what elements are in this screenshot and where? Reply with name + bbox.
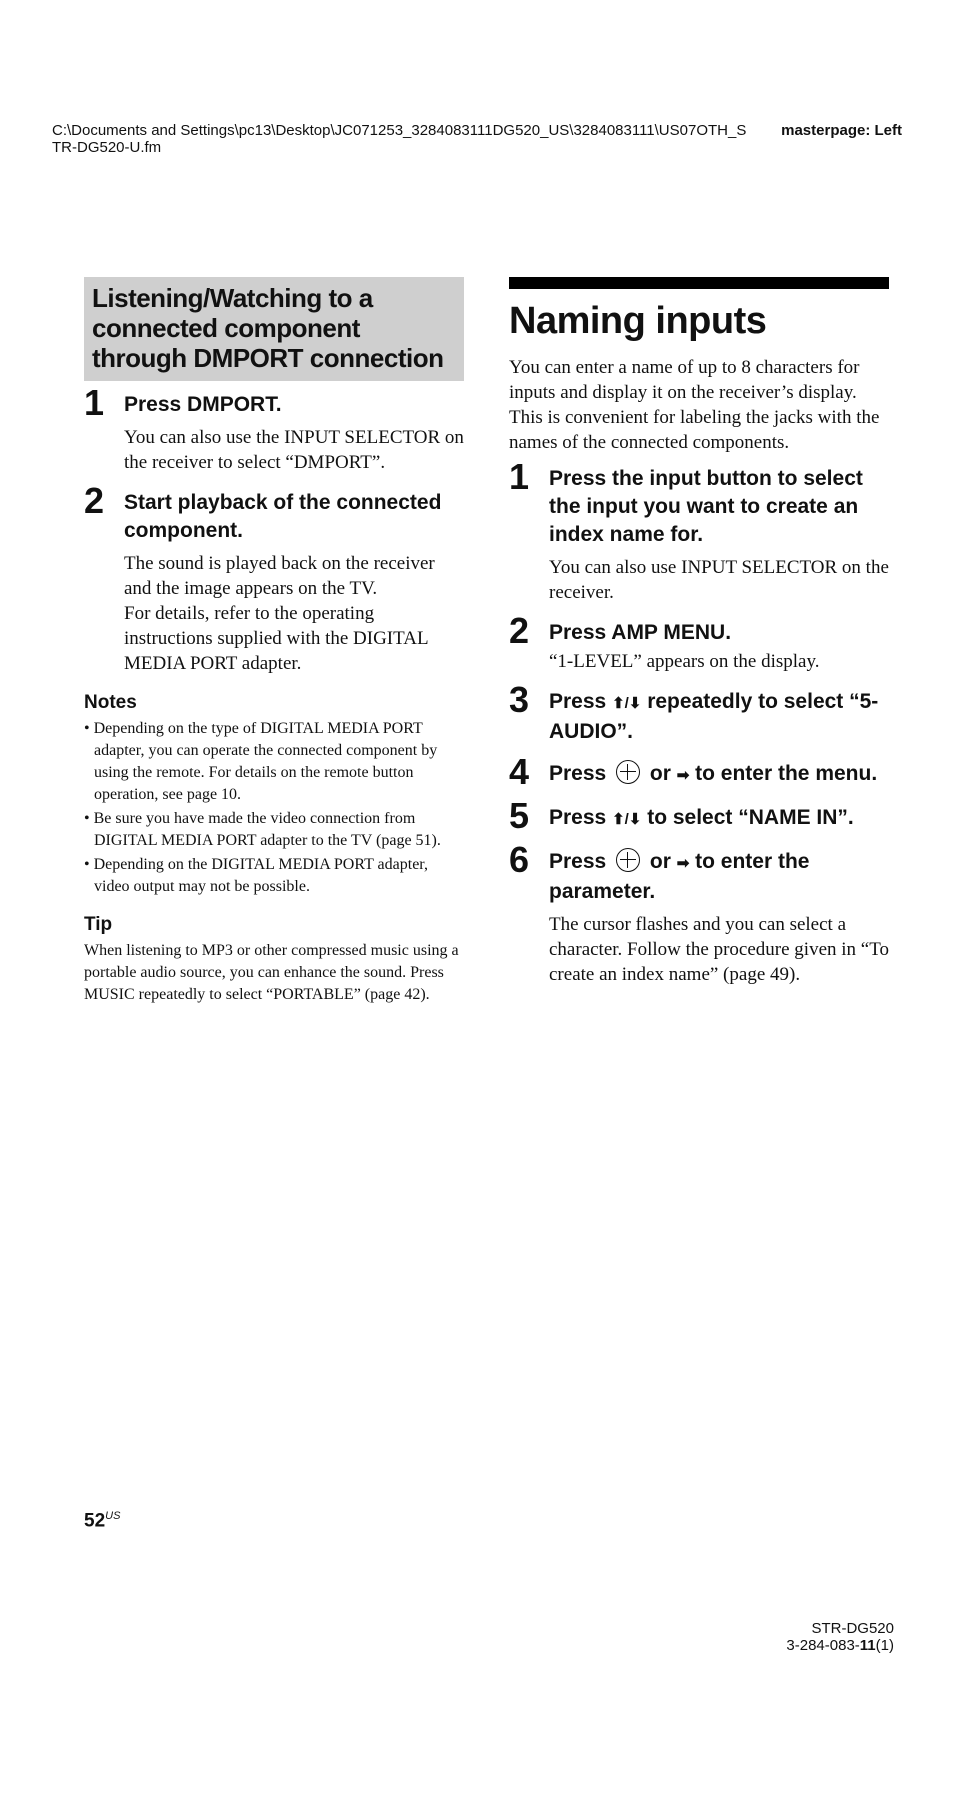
step-1 bbox=[509, 456, 889, 605]
step-title: Press AMP MENU. bbox=[549, 621, 732, 644]
footer-code bbox=[786, 1637, 894, 1654]
footer-code-c: (1) bbox=[875, 1637, 894, 1654]
up-down-arrow-icon: ⬆/⬇ bbox=[612, 811, 642, 828]
step-title bbox=[549, 848, 889, 906]
step-number: 1 bbox=[509, 456, 530, 497]
up-down-arrow-icon: ⬆/⬇ bbox=[612, 695, 642, 712]
step-text: or bbox=[644, 762, 677, 785]
footer-code-b: 11 bbox=[859, 1637, 876, 1654]
left-column bbox=[84, 277, 464, 1006]
page-number-suffix: US bbox=[105, 1510, 121, 1522]
footer bbox=[786, 1620, 894, 1654]
step-title: Press DMPORT. bbox=[124, 393, 282, 416]
step-text: or bbox=[644, 850, 677, 873]
step-number: 3 bbox=[509, 679, 530, 720]
step-4 bbox=[509, 751, 889, 792]
step-number: 1 bbox=[84, 382, 105, 423]
step-text: to select “NAME IN”. bbox=[641, 806, 854, 829]
step-text: Press bbox=[549, 762, 613, 785]
file-path: C:\Documents and Settings\pc13\Desktop\JC071253_3284083111DG520_US\3284083111\US07OTH_STR-DG520-U.fm bbox=[52, 122, 747, 156]
section-title: Listening/Watching to a connected component through DMPORT connection bbox=[84, 277, 464, 381]
step-text: Press bbox=[549, 806, 613, 829]
note-item: • Depending on the type of DIGITAL MEDIA PORT adapter, you can operate the connected component by using the remote. For details on the remote button operation, see page 10. bbox=[84, 718, 464, 806]
step-description: “1-LEVEL” appears on the display. bbox=[549, 651, 820, 672]
step-title: Press the input button to select the input you want to create an index name for. bbox=[549, 467, 863, 546]
page-number bbox=[84, 1510, 120, 1532]
step-text: to enter the parameter. bbox=[549, 850, 810, 903]
note-item: • Depending on the DIGITAL MEDIA PORT adapter, video output may not be possible. bbox=[84, 854, 464, 898]
page-number-value: 52 bbox=[84, 1510, 106, 1532]
step-description: For details, refer to the operating instructions supplied with the DIGITAL MEDIA PORT adapter. bbox=[124, 603, 428, 674]
masterpage-label: masterpage: Left bbox=[781, 122, 902, 139]
tip-heading: Tip bbox=[84, 914, 113, 935]
step-1 bbox=[84, 382, 464, 475]
step-title: Start playback of the connected component. bbox=[124, 491, 442, 542]
step-description: You can also use the INPUT SELECTOR on the receiver to select “DMPORT”. bbox=[124, 427, 464, 473]
step-number: 4 bbox=[509, 751, 530, 792]
step-description: The cursor flashes and you can select a character. Follow the procedure given in “To create an index name” (page 49). bbox=[549, 914, 890, 985]
step-3 bbox=[509, 679, 889, 746]
enter-button-icon bbox=[616, 848, 640, 872]
step-number: 6 bbox=[509, 839, 530, 880]
step-number: 2 bbox=[84, 480, 105, 521]
step-description: You can also use INPUT SELECTOR on the receiver. bbox=[549, 557, 889, 603]
footer-model: STR-DG520 bbox=[811, 1620, 894, 1637]
notes-heading: Notes bbox=[84, 692, 137, 713]
note-item: • Be sure you have made the video connection from DIGITAL MEDIA PORT adapter to the TV (page 51). bbox=[84, 808, 464, 852]
step-2 bbox=[509, 610, 889, 674]
right-arrow-icon: ➡ bbox=[676, 855, 690, 872]
page-title: Naming inputs bbox=[509, 300, 767, 342]
step-2 bbox=[84, 480, 464, 676]
section-rule bbox=[509, 277, 889, 289]
step-number: 2 bbox=[509, 610, 530, 651]
step-5 bbox=[509, 795, 889, 836]
step-title bbox=[549, 688, 889, 746]
tip-text: When listening to MP3 or other compressed music using a portable audio source, you can enhance the sound. Press MUSIC repeatedly to select “PORTABLE” (page 42). bbox=[84, 942, 459, 1003]
step-text: to enter the menu. bbox=[689, 762, 878, 785]
footer-code-a: 3-284-083- bbox=[786, 1637, 860, 1654]
step-description: The sound is played back on the receiver and the image appears on the TV. bbox=[124, 553, 435, 599]
step-text: Press bbox=[549, 690, 613, 713]
intro-paragraph: You can enter a name of up to 8 characters for inputs and display it on the receiver’s display. This is convenient for labeling the jacks with the names of the connected components. bbox=[509, 357, 880, 453]
step-text: Press bbox=[549, 850, 613, 873]
step-title bbox=[549, 804, 889, 834]
step-6 bbox=[509, 839, 890, 987]
right-arrow-icon: ➡ bbox=[676, 767, 690, 784]
enter-button-icon bbox=[616, 760, 640, 784]
step-number: 5 bbox=[509, 795, 530, 836]
step-text: repeatedly to select “5-AUDIO”. bbox=[549, 690, 879, 743]
right-column bbox=[509, 277, 889, 987]
step-title bbox=[549, 760, 889, 790]
notes-list bbox=[84, 718, 464, 898]
